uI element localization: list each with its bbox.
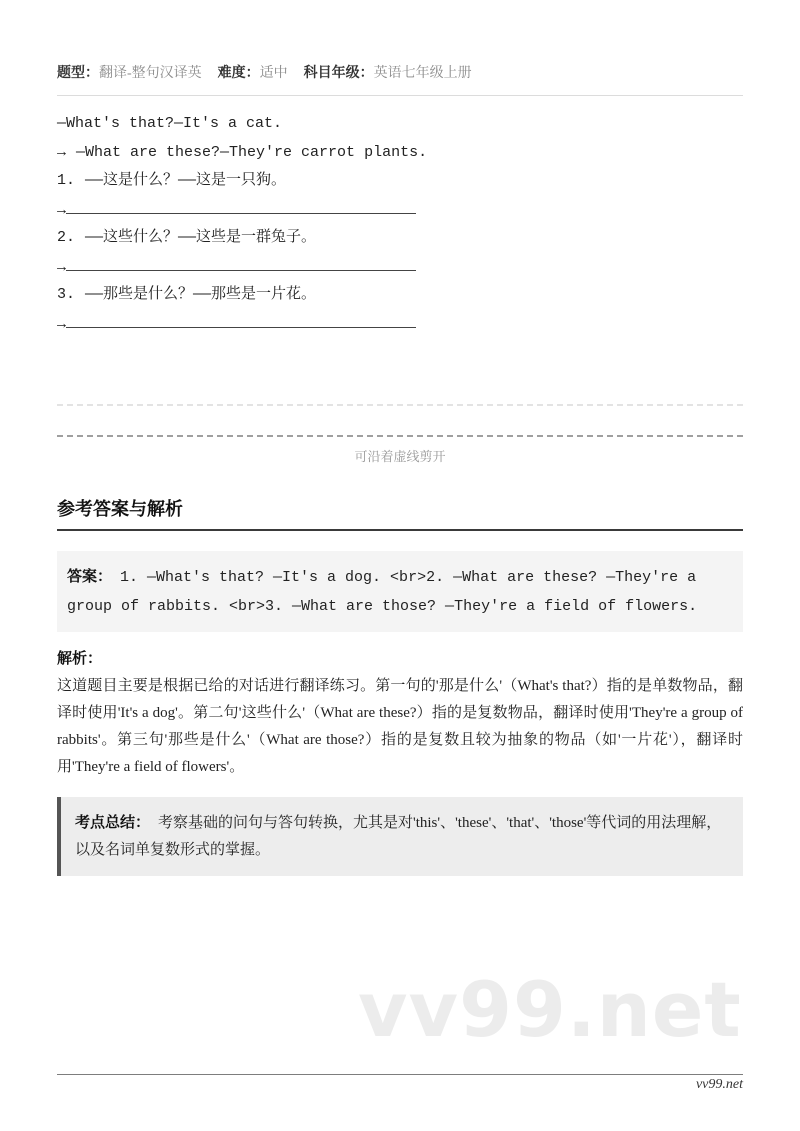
answer-blank-underline	[66, 310, 416, 328]
question-number: 3.	[57, 286, 76, 303]
question-number: 1.	[57, 172, 76, 189]
example-line-2	[57, 139, 743, 168]
meta-label-subject-grade: 科目年级：	[303, 64, 374, 80]
key-points-summary-box	[57, 797, 743, 876]
answer-text: 1. —What's that? —It's a dog. <br>2. —What are these? —They're a group of rabbits. <br>3. —What are those? —They're a field of flowers.	[67, 569, 698, 615]
summary-label: 考点总结：	[75, 814, 151, 831]
question-body	[57, 110, 743, 338]
answer-box	[57, 551, 743, 632]
example-line-1	[57, 110, 743, 139]
meta-label-question-type: 题型：	[57, 64, 99, 80]
answer-blank-1	[57, 196, 743, 225]
answer-label: 答案：	[67, 568, 113, 585]
question-number: 2.	[57, 229, 76, 246]
cut-along-line-note: 可沿着虚线剪开	[354, 449, 446, 464]
arrow-icon: →	[57, 315, 67, 333]
cut-dashed-line-dark	[57, 435, 743, 437]
question-text: ——这是什么？——这是一只狗。	[85, 172, 287, 189]
footer-site-name: vv99.net	[695, 1077, 743, 1092]
question-item-1	[57, 167, 743, 196]
arrow-icon: →	[57, 258, 67, 276]
example-line-1-text: —What's that?—It's a cat.	[57, 115, 283, 132]
summary-text: 考察基础的问句与答句转换，尤其是对'this'、'these'、'that'、'those'等代词的用法理解，以及名词单复数形式的掌握。	[75, 815, 722, 858]
example-line-2-text: —What are these?—They're carrot plants.	[76, 143, 428, 161]
answer-blank-underline	[66, 253, 416, 271]
arrow-icon: →	[57, 143, 67, 161]
question-text: ——这些什么？——这些是一群兔子。	[85, 229, 317, 246]
analysis-label: 解析：	[57, 650, 103, 667]
meta-label-difficulty: 难度：	[217, 64, 260, 80]
answer-blank-underline	[66, 196, 416, 214]
site-watermark: vv99.net	[358, 965, 742, 1054]
answer-section-title: 参考答案与解析	[57, 495, 743, 531]
meta-value-question-type: 翻译-整句汉译英	[99, 66, 202, 81]
question-item-2	[57, 224, 743, 253]
analysis-text: 这道题目主要是根据已给的对话进行翻译练习。第一句的'那是什么'（What's that?）指的是单数物品，翻译时使用'It's a dog'。第二句'这些什么'（What are these?）指的是复数物品，翻译时使用'They're a group of rabbits'。第三句'那些是什么'（What are those?）指的是复数且较为抽象的物品（如'一片花'），翻译时用'They're a field of flowers'。	[57, 678, 743, 775]
meta-value-difficulty: 适中	[259, 66, 288, 81]
doc-meta-header	[57, 0, 743, 96]
arrow-icon: →	[57, 201, 67, 219]
question-text: ——那些是什么？——那些是一片花。	[85, 286, 317, 303]
cut-dashed-line-light	[57, 404, 743, 406]
page-footer	[57, 1074, 743, 1093]
answer-blank-3	[57, 310, 743, 339]
question-item-3	[57, 281, 743, 310]
answer-blank-2	[57, 253, 743, 282]
meta-value-subject-grade: 英语七年级上册	[373, 66, 472, 81]
